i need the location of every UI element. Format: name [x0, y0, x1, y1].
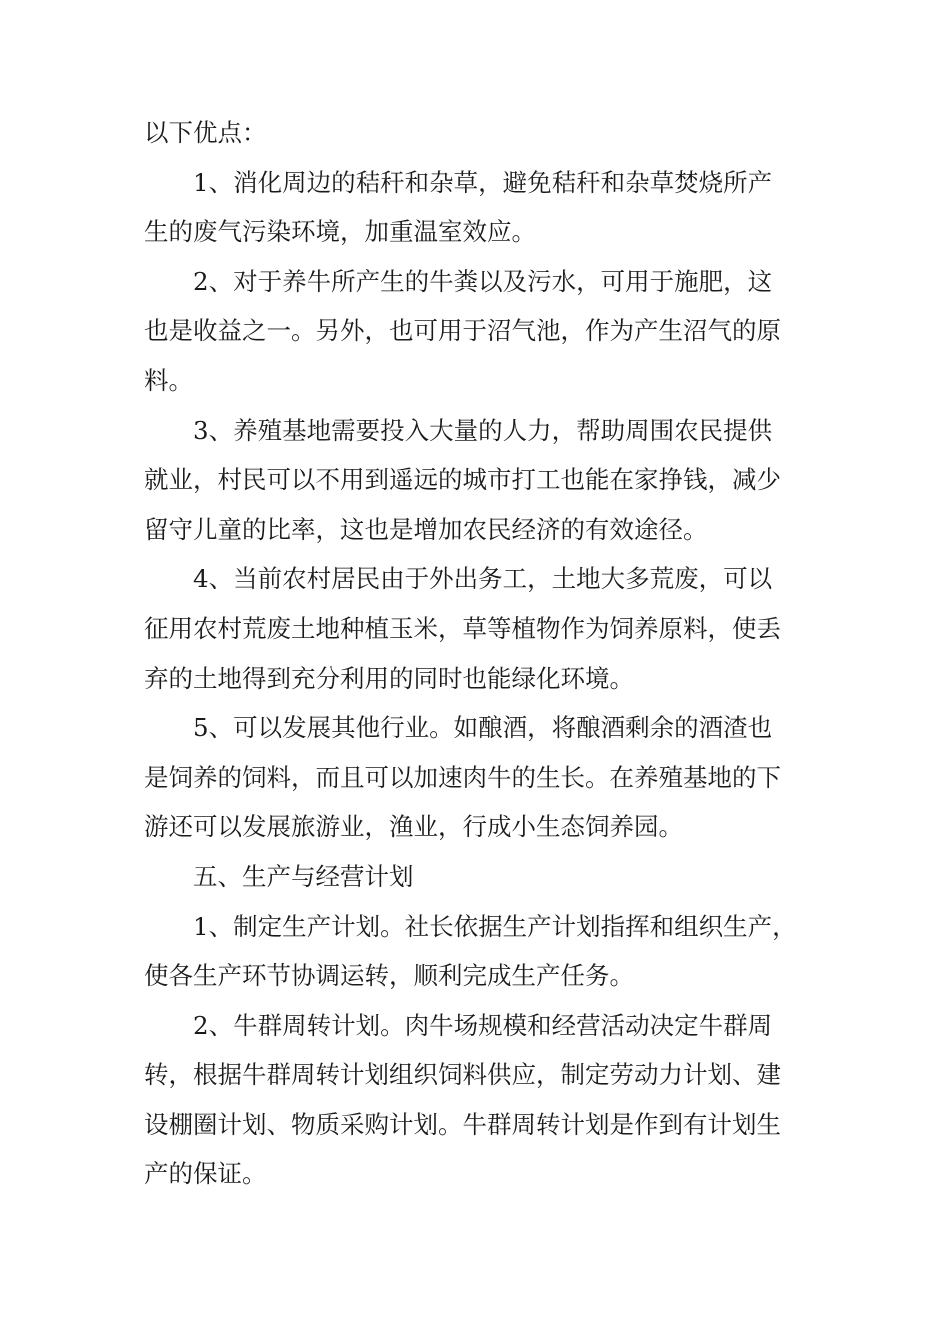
text-line: 3、养殖基地需要投入大量的人力，帮助周围农民提供	[193, 415, 773, 445]
heading-line: 五、生产与经营计划	[193, 861, 414, 891]
paragraph-item-4	[144, 554, 824, 703]
text-line: 产的保证。	[144, 1159, 267, 1189]
text-line: 留守儿童的比率，这也是增加农民经济的有效途径。	[144, 514, 708, 544]
paragraph-item-3	[144, 406, 824, 555]
document-body	[144, 108, 824, 1199]
text-line: 1、制定生产计划。社长依据生产计划指挥和组织生产，	[193, 911, 797, 941]
paragraph-continuation	[144, 108, 824, 158]
text-line: 1、消化周边的秸秆和杂草，避免秸秆和杂草焚烧所产	[193, 167, 773, 197]
text-line: 游还可以发展旅游业，渔业，行成小生态饲养园。	[144, 812, 683, 842]
text-line: 转，根据牛群周转计划组织饲料供应，制定劳动力计划、建	[144, 1060, 781, 1090]
paragraph-plan-1	[144, 902, 824, 1001]
text-line: 料。	[144, 365, 193, 395]
text-line: 使各生产环节协调运转，顺利完成生产任务。	[144, 961, 634, 991]
text-line: 5、可以发展其他行业。如酿酒，将酿酒剩余的酒渣也	[193, 713, 773, 743]
text-line: 4、当前农村居民由于外出务工，土地大多荒废，可以	[193, 564, 773, 594]
text-line: 生的废气污染环境，加重温室效应。	[144, 217, 536, 247]
text-line: 以下优点：	[144, 118, 267, 147]
text-line: 也是收益之一。另外，也可用于沼气池，作为产生沼气的原	[144, 316, 781, 346]
text-line: 就业，村民可以不用到遥远的城市打工也能在家挣钱，减少	[144, 465, 781, 495]
text-line: 设棚圈计划、物质采购计划。牛群周转计划是作到有计划生	[144, 1109, 781, 1139]
section-heading	[144, 852, 824, 902]
paragraph-item-1	[144, 158, 824, 257]
text-line: 2、对于养牛所产生的牛粪以及污水，可用于施肥，这	[193, 266, 773, 296]
text-line: 征用农村荒废土地种植玉米，草等植物作为饲养原料，使丢	[144, 613, 781, 643]
paragraph-plan-2	[144, 1001, 824, 1199]
paragraph-item-5	[144, 703, 824, 852]
text-line: 是饲养的饲料，而且可以加速肉牛的生长。在养殖基地的下	[144, 762, 781, 792]
text-line: 弃的土地得到充分利用的同时也能绿化环境。	[144, 663, 634, 693]
text-line: 2、牛群周转计划。肉牛场规模和经营活动决定牛群周	[193, 1010, 773, 1040]
paragraph-item-2	[144, 257, 824, 406]
